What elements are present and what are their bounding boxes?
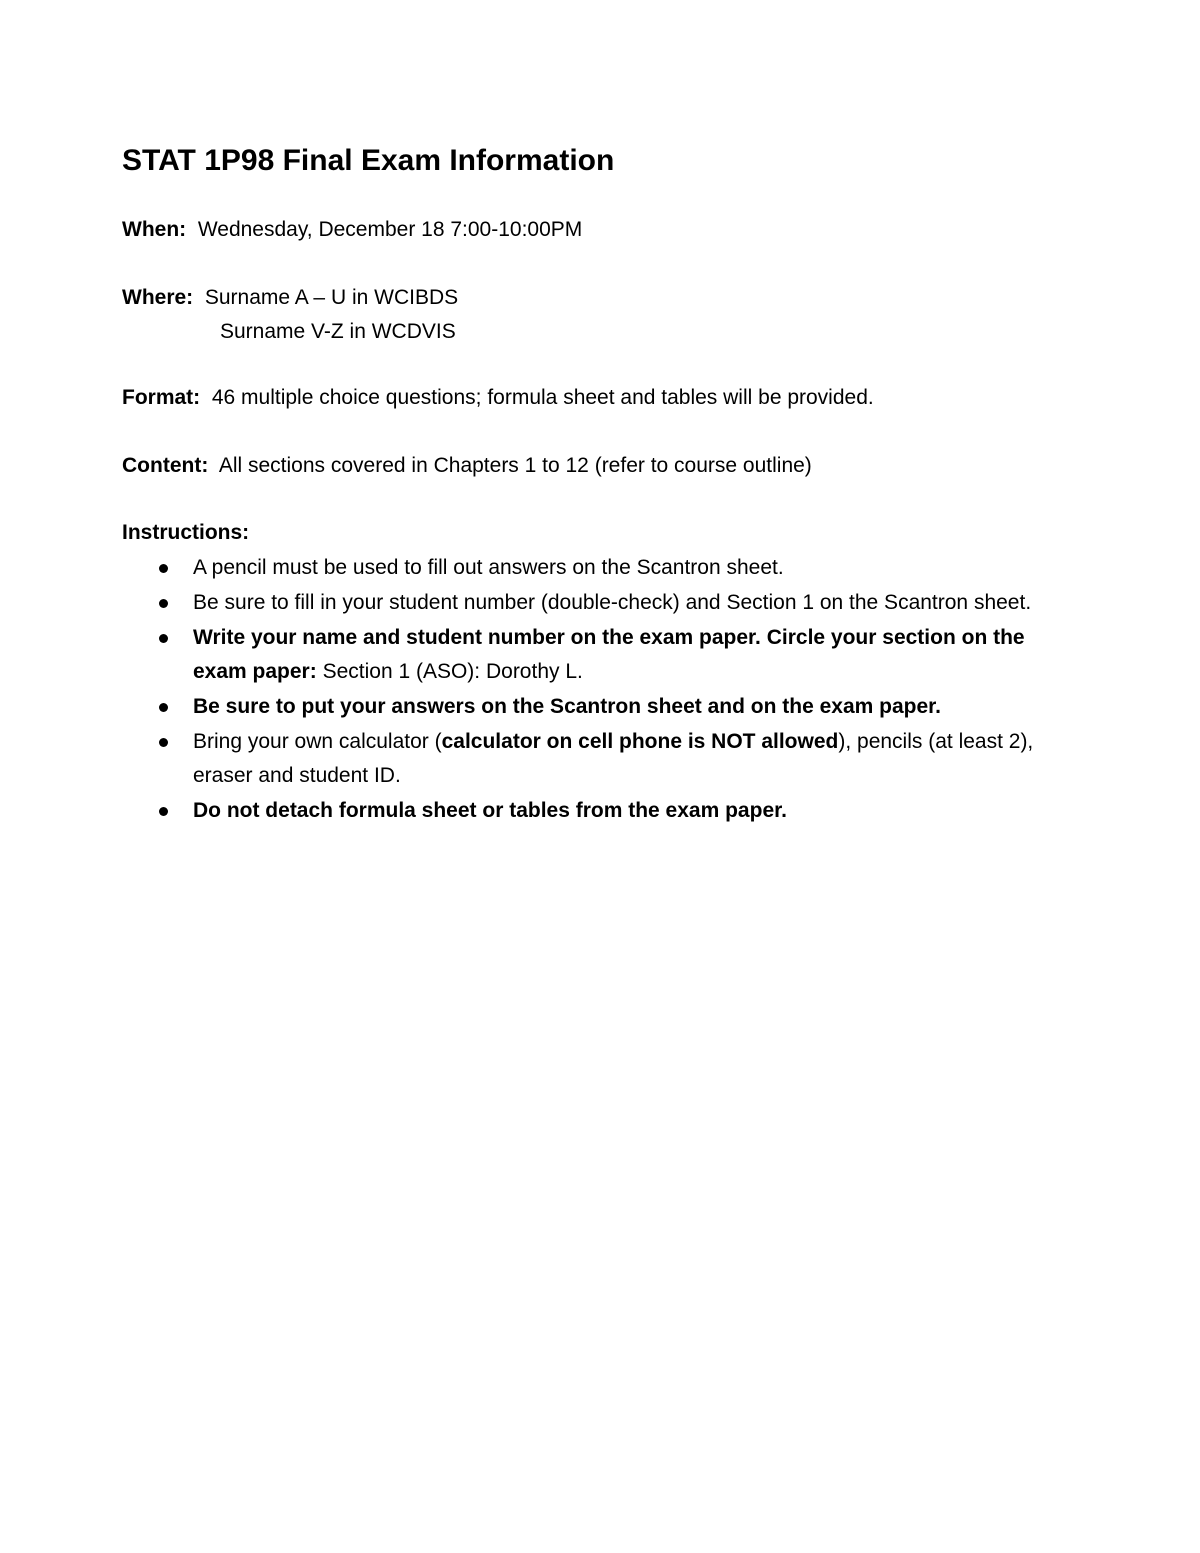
- instruction-text-bold: Write your name and student number on the exam paper. Circle your section on the exam paper:: [193, 626, 1025, 683]
- where-field: [122, 281, 459, 343]
- instruction-text: A pencil must be used to fill out answers on the Scantron sheet.: [193, 556, 784, 579]
- where-value-line1: Surname A – U in WCIBDS: [204, 286, 459, 309]
- instruction-text-bold: Be sure to put your answers on the Scantron sheet and on the exam paper.: [193, 695, 942, 718]
- list-item: [0, 690, 1083, 724]
- when-label: When:: [122, 218, 187, 241]
- bullet-icon: [159, 599, 168, 608]
- instruction-text-bold: calculator on cell phone is NOT allowed: [441, 730, 839, 753]
- list-item: [0, 794, 1083, 828]
- bullet-icon: [159, 564, 168, 573]
- content-value: All sections covered in Chapters 1 to 12 (refer to course outline): [218, 454, 812, 477]
- page-title: STAT 1P98 Final Exam Information: [122, 144, 615, 177]
- format-label: Format:: [122, 386, 201, 409]
- bullet-icon: [159, 807, 168, 816]
- list-item: [0, 551, 1083, 585]
- instruction-text: ), pencils (at least 2), eraser and student ID.: [193, 730, 1034, 787]
- instruction-text: Section 1 (ASO): Dorothy L.: [322, 660, 583, 683]
- instructions-list: [0, 551, 1200, 829]
- bullet-icon: [159, 738, 168, 747]
- instruction-text-bold: Do not detach formula sheet or tables from the exam paper.: [193, 799, 787, 822]
- where-label: Where:: [122, 286, 194, 309]
- list-item: [0, 586, 1083, 620]
- format-value: 46 multiple choice questions; formula sheet and tables will be provided.: [211, 386, 874, 409]
- instruction-text: Bring your own calculator (: [193, 730, 442, 753]
- bullet-icon: [159, 634, 168, 643]
- where-value-line2: Surname V-Z in WCDVIS: [220, 320, 456, 343]
- list-item: [0, 621, 1083, 689]
- when-field: [122, 213, 582, 247]
- format-field: [122, 381, 874, 415]
- content-label: Content:: [122, 454, 209, 477]
- when-value: Wednesday, December 18 7:00-10:00PM: [197, 218, 583, 241]
- instructions-heading: Instructions:: [122, 521, 250, 544]
- instruction-text: Be sure to fill in your student number (double-check) and Section 1 on the Scantron sheet.: [193, 591, 1032, 614]
- list-item: [0, 725, 1083, 793]
- bullet-icon: [159, 703, 168, 712]
- content-field: [122, 449, 812, 483]
